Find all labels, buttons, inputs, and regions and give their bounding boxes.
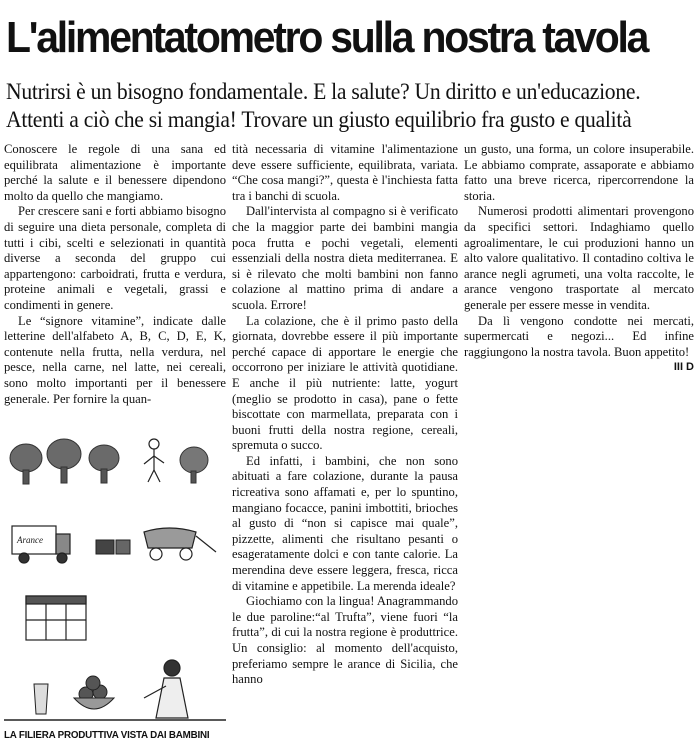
article-column-1 xyxy=(4,142,226,407)
paragraph: Ed infatti, i bambini, che non sono abituati a fare colazione, durante la pausa ricreativa sono affamati e, per lo spuntino, mangiano focacce, panini imbottiti, brioches al gusto di “non si capisce mai quale”, pizzette, alimenti che risultano pesanti o esageratamente dolci e con tante calorie. La merendina deve essere leggera, fresca, ricca di vitamine e appetibile. La merenda ideale? xyxy=(232,453,458,593)
oranges-bowl-icon xyxy=(74,676,114,709)
truck-label: Arance xyxy=(17,535,43,545)
paragraph: Dall'intervista al compagno si è verificato che la maggior parte dei bambini mangia poca frutta e pochi vegetali, elementi essenziali della nostra dieta mediterranea. E si è rilevato che molti bambini non fanno colazione al mattino prima di andare a scuola. Errore! xyxy=(232,204,458,312)
paragraph: Giochiamo con la lingua! Anagrammando le due paroline:“al Trufta”, viene fuori “la frutta”, di cui la nostra regione è produttrice. Un consiglio: al momento dell'acquisto, preferiamo sempre le arance di Sicilia, che hanno xyxy=(232,594,458,687)
paragraph: Da lì vengono condotte nei mercati, supermercati e negozi... Ed infine raggiungono la nostra tavola. Buon appetito! xyxy=(464,313,694,359)
crates-icon xyxy=(96,540,130,554)
tree-icon xyxy=(180,447,208,483)
paragraph: tità necessaria di vitamine l'alimentazione deve essere sufficiente, equilibrata, variata. “Che cosa mangi?”, questa è l'inchiesta fatta tra i banchi di scuola. xyxy=(232,142,458,203)
paragraph: Per crescere sani e forti abbiamo bisogno di seguire una dieta personale, completa di tutti i cibi, scelti e selezionati in quantità diverse a seconda del gruppo cui appartengono: carboidrati, frutta e verdura, proteine animali e vegetali, grassi e condimenti in genere. xyxy=(4,204,226,312)
truck-icon xyxy=(12,526,70,563)
paragraph: un gusto, una forma, un colore insuperabile. Le abbiamo comprate, assaporate e abbiamo fatto una breve ricerca, ripercorrendone la storia. xyxy=(464,142,694,203)
supply-chain-illustration xyxy=(4,436,226,726)
subheadline xyxy=(6,78,650,134)
headline: L'alimentatometro sulla nostra tavola xyxy=(6,13,648,62)
market-stall-icon xyxy=(26,596,86,640)
orange-tree-icon xyxy=(10,439,119,484)
paragraph: Conoscere le regole di una sana ed equilibrata alimentazione è importante perché la salute e il benessere dipendono molto da quello che mangiamo. xyxy=(4,142,226,203)
child-figure-icon xyxy=(144,660,188,718)
paragraph: Numerosi prodotti alimentari provengono da specifici settori. Indaghiamo quello agroalimentare, le cui produzioni hanno un alto valore qualitativo. Il contadino coltiva le arance negli agrumeti, una volta raccolte, le arance vengono trasportate al mercato generale per essere messe in vendita. xyxy=(464,204,694,312)
farmer-figure-icon xyxy=(144,439,164,482)
subhead-line-2: Attenti a ciò che si mangia! Trovare un giusto equilibrio fra gusto e qualità xyxy=(6,107,632,133)
illustration-caption: LA FILIERA PRODUTTIVA VISTA DAI BAMBINI xyxy=(4,730,210,741)
article-column-3 xyxy=(464,142,694,376)
article-column-2 xyxy=(232,142,458,688)
paragraph: Le “signore vitamine”, indicate dalle letterine dell'alfabeto A, B, C, D, E, K, contenute nella frutta, nella verdura, nel pesce, nella carne, nel latte, nei cereali, sono molto importanti per il benessere generale. Per fornire la quan- xyxy=(4,313,226,406)
cart-icon xyxy=(144,528,216,560)
author-signature: III D xyxy=(673,361,694,374)
paragraph: La colazione, che è il primo pasto della giornata, dovrebbe essere il più importante perché capace di apportare le energie che occorrono per iniziare le attività quotidiane. E anche il più nutriente: latte, yogurt (meglio se prodotto in casa), pane o fette biscottate con marmellata, preparata con i buoni frutti della nostra regione, cereali, spremuta o succo. xyxy=(232,313,458,453)
subhead-line-1: Nutrirsi è un bisogno fondamentale. E la salute? Un diritto e un'educazione. xyxy=(6,79,641,105)
glass-icon xyxy=(34,684,48,714)
